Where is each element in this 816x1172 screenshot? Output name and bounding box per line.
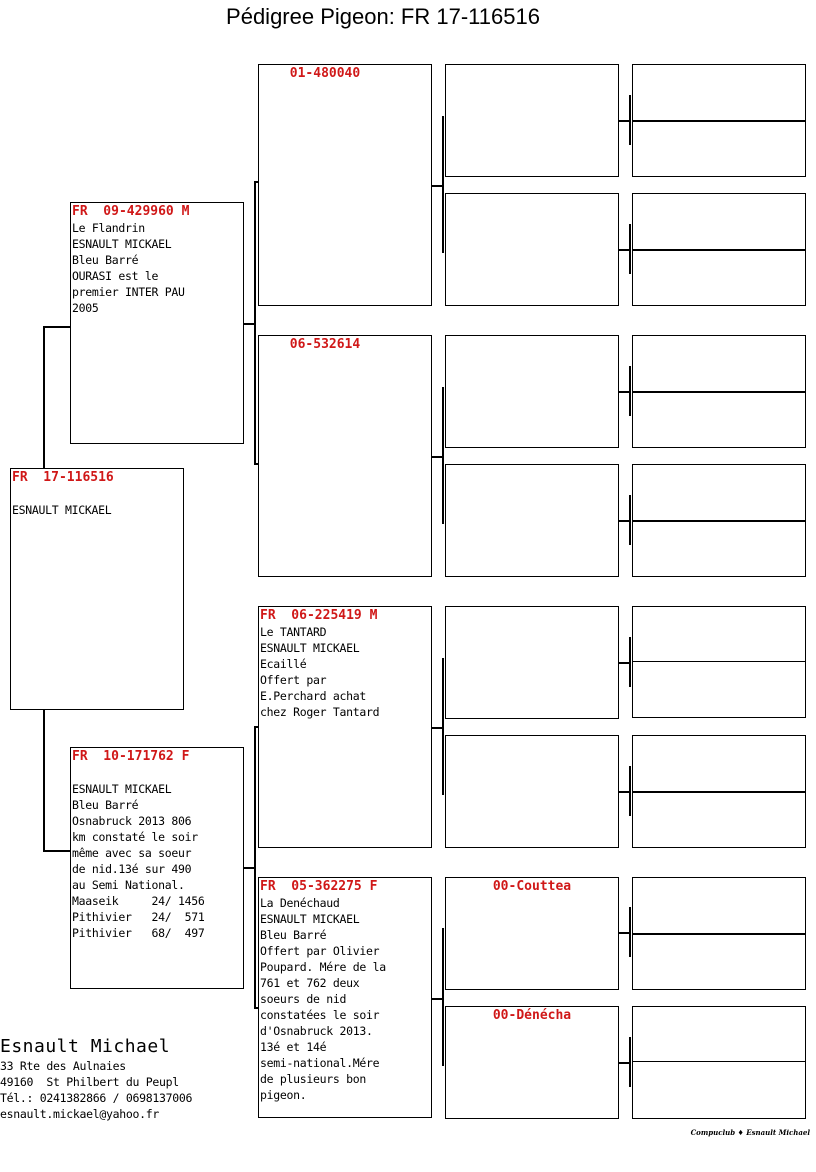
ring-number: FR 06-225419 M xyxy=(260,608,378,623)
card-line: Le TANTARD xyxy=(260,625,327,639)
connector xyxy=(618,520,629,522)
card-line: ESNAULT MICKAEL xyxy=(72,782,172,796)
card-line: ESNAULT MICKAEL xyxy=(260,641,360,655)
breeder-email: esnault.mickael@yahoo.fr xyxy=(0,1107,159,1121)
breeder-address: 33 Rte des Aulnaies xyxy=(0,1059,126,1073)
card-line: semi-national.Mére xyxy=(260,1056,380,1070)
connector xyxy=(618,932,629,934)
connector xyxy=(629,1037,631,1087)
connector xyxy=(629,495,631,545)
pigeon-card-gen4[interactable] xyxy=(632,392,806,448)
pigeon-card-ff[interactable] xyxy=(258,64,432,306)
card-line: de plusieurs bon xyxy=(260,1072,366,1086)
connector xyxy=(618,1062,629,1064)
card-line: Osnabruck 2013 806 xyxy=(72,814,192,828)
pigeon-card-mm[interactable] xyxy=(258,877,432,1118)
pigeon-card-gen4[interactable] xyxy=(632,934,806,990)
card-line: pigeon. xyxy=(260,1088,307,1102)
connector xyxy=(431,456,442,458)
connector xyxy=(442,928,444,1066)
card-line: premier INTER PAU xyxy=(72,285,185,299)
card-line: km constaté le soir xyxy=(72,830,198,844)
card-line: Bleu Barré xyxy=(260,928,327,942)
connector xyxy=(431,998,442,1000)
connector xyxy=(629,637,631,687)
pigeon-card-gen3[interactable] xyxy=(445,335,619,448)
card-line: Offert par Olivier xyxy=(260,944,380,958)
card-line: de nid.13é sur 490 xyxy=(72,862,192,876)
card-line: constatées le soir xyxy=(260,1008,380,1022)
pigeon-card-gen4[interactable] xyxy=(632,1061,806,1119)
pigeon-card-gen4[interactable] xyxy=(632,250,806,306)
pigeon-card-gen4[interactable] xyxy=(632,464,806,521)
ring-number: FR 09-429960 M xyxy=(72,204,190,219)
connector xyxy=(629,366,631,416)
ring-number: 00-Couttea xyxy=(492,879,572,894)
ring-number: FR 10-171762 F xyxy=(72,749,190,764)
ring-number: FR 05-362275 F xyxy=(260,879,378,894)
pigeon-card-mmm[interactable] xyxy=(445,1006,619,1119)
ring-number: FR 17-116516 xyxy=(12,470,114,485)
card-line: chez Roger Tantard xyxy=(260,705,380,719)
card-line: 13é et 14é xyxy=(260,1040,327,1054)
card-line: Maaseik 24/ 1456 xyxy=(72,894,205,908)
card-line: même avec sa soeur xyxy=(72,846,192,860)
card-line: Pithivier 24/ 571 xyxy=(72,910,205,924)
connector xyxy=(43,850,70,852)
pigeon-card-gen3[interactable] xyxy=(445,464,619,577)
connector xyxy=(618,391,629,393)
connector xyxy=(629,766,631,816)
card-line: 2005 xyxy=(72,301,99,315)
card-line: 761 et 762 deux xyxy=(260,976,360,990)
breeder-phone: Tél.: 0241382866 / 0698137006 xyxy=(0,1091,193,1105)
connector xyxy=(43,326,45,468)
connector xyxy=(618,249,629,251)
card-line: soeurs de nid xyxy=(260,992,347,1006)
card-line: Pithivier 68/ 497 xyxy=(72,926,205,940)
card-line: Poupard. Mére de la xyxy=(260,960,386,974)
card-line: d'Osnabruck 2013. xyxy=(260,1024,373,1038)
pigeon-card-gen4[interactable] xyxy=(632,335,806,392)
pigeon-card-mf[interactable] xyxy=(258,606,432,848)
pigeon-card-gen4[interactable] xyxy=(632,877,806,934)
ring-number: 00-Dénécha xyxy=(492,1008,572,1023)
software-credit: Compuclub ♦ Esnault Michael xyxy=(690,1128,810,1137)
pigeon-card-gen4[interactable] xyxy=(632,792,806,848)
connector xyxy=(431,727,442,729)
connector xyxy=(618,662,629,664)
pigeon-card-fm[interactable] xyxy=(258,335,432,577)
card-line: Bleu Barré xyxy=(72,253,139,267)
pigeon-card-gen3[interactable] xyxy=(445,606,619,719)
pigeon-card-subject[interactable] xyxy=(10,468,184,710)
card-line: ESNAULT MICKAEL xyxy=(260,912,360,926)
pigeon-card-gen3[interactable] xyxy=(445,193,619,306)
pigeon-card-gen3[interactable] xyxy=(445,64,619,177)
card-line: La Denéchaud xyxy=(260,896,340,910)
connector xyxy=(629,907,631,957)
page-title: Pédigree Pigeon: FR 17-116516 xyxy=(226,4,540,29)
connector xyxy=(243,323,254,325)
connector xyxy=(431,185,442,187)
pigeon-card-gen4[interactable] xyxy=(632,193,806,250)
card-line xyxy=(11,486,183,502)
breeder-info xyxy=(0,1036,192,1122)
connector xyxy=(254,181,256,464)
pigeon-card-gen4[interactable] xyxy=(632,735,806,792)
breeder-city: 49160 St Philbert du Peupl xyxy=(0,1075,179,1089)
pigeon-card-father[interactable] xyxy=(70,202,244,444)
card-line: E.Perchard achat xyxy=(260,689,366,703)
card-line xyxy=(71,765,243,781)
card-line: ESNAULT MICKAEL xyxy=(12,503,112,517)
connector xyxy=(43,709,45,851)
connector xyxy=(254,726,256,1008)
card-line: OURASI est le xyxy=(72,269,159,283)
connector xyxy=(629,224,631,274)
card-line: Ecaillé xyxy=(260,657,307,671)
card-line: Bleu Barré xyxy=(72,798,139,812)
connector xyxy=(43,326,70,328)
pigeon-card-gen4[interactable] xyxy=(632,661,806,718)
pigeon-card-gen4[interactable] xyxy=(632,64,806,121)
pigeon-card-mmf[interactable] xyxy=(445,877,619,990)
pigeon-card-mother[interactable] xyxy=(70,747,244,989)
pigeon-card-gen4[interactable] xyxy=(632,521,806,577)
connector xyxy=(629,95,631,145)
breeder-name: Esnault Michael xyxy=(0,1036,171,1057)
connector xyxy=(618,791,629,793)
pigeon-card-gen4[interactable] xyxy=(632,1006,806,1063)
card-line: Offert par xyxy=(260,673,327,687)
card-line: Le Flandrin xyxy=(72,221,145,235)
card-line: au Semi National. xyxy=(72,878,185,892)
connector xyxy=(618,120,629,122)
connector xyxy=(243,867,254,869)
pigeon-card-gen4[interactable] xyxy=(632,121,806,177)
connector xyxy=(442,387,444,524)
pigeon-card-gen3[interactable] xyxy=(445,735,619,848)
connector xyxy=(442,116,444,253)
connector xyxy=(442,658,444,795)
card-line: ESNAULT MICKAEL xyxy=(72,237,172,251)
pigeon-card-gen4[interactable] xyxy=(632,606,806,663)
ring-number: 01-480040 xyxy=(289,66,361,81)
ring-number: 06-532614 xyxy=(289,337,361,352)
